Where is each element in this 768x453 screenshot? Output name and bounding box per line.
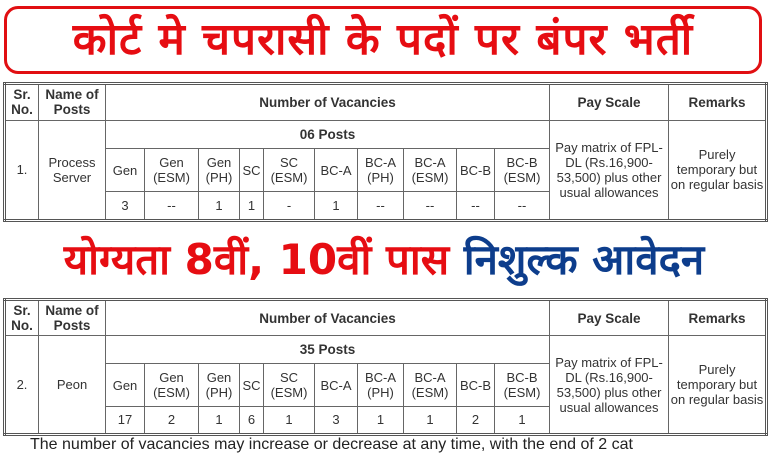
category-gen-ph: Gen (PH) [199,364,240,406]
category-sc-esm: SC (ESM) [264,364,315,406]
value-bc-a-esm: 1 [404,406,457,434]
category-bc-b-esm: BC-B (ESM) [495,364,550,406]
value-sc-esm: 1 [264,406,315,434]
value-bc-b: 2 [457,406,495,434]
total-posts-cell: 35 Posts [106,336,550,364]
headline-top-text: कोर्ट मे चपरासी के पदों पर बंपर भर्ती [72,14,694,65]
category-bc-b-esm: BC-B (ESM) [495,149,550,192]
value-gen-esm: -- [145,192,199,221]
value-gen: 3 [106,192,145,221]
headline-banner-middle [0,226,768,294]
category-bc-a: BC-A [315,364,358,406]
header-number-of-vacancies: Number of Vacancies [106,300,550,336]
value-bc-a-ph: 1 [358,406,404,434]
category-sc: SC [240,364,264,406]
category-bc-b: BC-B [457,149,495,192]
header-pay-scale: Pay Scale [550,84,669,121]
total-posts-cell: 06 Posts [106,120,550,149]
category-gen-ph: Gen (PH) [199,149,240,192]
headline-qualification: योग्यता 8वीं, 10वीं पास [63,235,450,284]
post-name-cell: Peon [39,336,106,435]
headline-free-application: निशुल्क आवेदन [463,235,705,284]
category-bc-b: BC-B [457,364,495,406]
category-gen-esm: Gen (ESM) [145,364,199,406]
vacancy-table-process-server [3,82,768,222]
value-gen-ph: 1 [199,406,240,434]
category-bc-a-ph: BC-A (PH) [358,149,404,192]
value-gen: 17 [106,406,145,434]
category-sc-esm: SC (ESM) [264,149,315,192]
value-gen-ph: 1 [199,192,240,221]
value-bc-a-esm: -- [404,192,457,221]
sr-no-cell: 2. [5,336,39,435]
pay-scale-cell: Pay matrix of FPL-DL (Rs.16,900-53,500) plus other usual allowances [550,336,669,435]
pay-scale-cell: Pay matrix of FPL-DL (Rs.16,900-53,500) plus other usual allowances [550,120,669,220]
header-remarks: Remarks [669,300,767,336]
value-bc-a: 3 [315,406,358,434]
category-gen: Gen [106,149,145,192]
header-sr-no: Sr. No. [5,84,39,121]
value-bc-b-esm: -- [495,192,550,221]
header-sr-no: Sr. No. [5,300,39,336]
value-sc-esm: - [264,192,315,221]
header-pay-scale: Pay Scale [550,300,669,336]
vacancy-table-peon [3,298,768,436]
sr-no-cell: 1. [5,120,39,220]
category-gen: Gen [106,364,145,406]
category-bc-a-esm: BC-A (ESM) [404,364,457,406]
value-bc-b-esm: 1 [495,406,550,434]
post-name-cell: Process Server [39,120,106,220]
header-name-of-posts: Name of Posts [39,300,106,336]
header-name-of-posts: Name of Posts [39,84,106,121]
value-bc-b: -- [457,192,495,221]
category-bc-a: BC-A [315,149,358,192]
headline-banner-top [4,6,762,74]
header-remarks: Remarks [669,84,767,121]
value-gen-esm: 2 [145,406,199,434]
category-bc-a-ph: BC-A (PH) [358,364,404,406]
remarks-cell: Purely temporary but on regular basis [669,120,767,220]
value-sc: 6 [240,406,264,434]
category-gen-esm: Gen (ESM) [145,149,199,192]
value-bc-a-ph: -- [358,192,404,221]
header-number-of-vacancies: Number of Vacancies [106,84,550,121]
remarks-cell: Purely temporary but on regular basis [669,336,767,435]
footer-note-text: The number of vacancies may increase or decrease at any time, with the end of 2 cat [30,436,633,453]
value-sc: 1 [240,192,264,221]
category-sc: SC [240,149,264,192]
category-bc-a-esm: BC-A (ESM) [404,149,457,192]
value-bc-a: 1 [315,192,358,221]
